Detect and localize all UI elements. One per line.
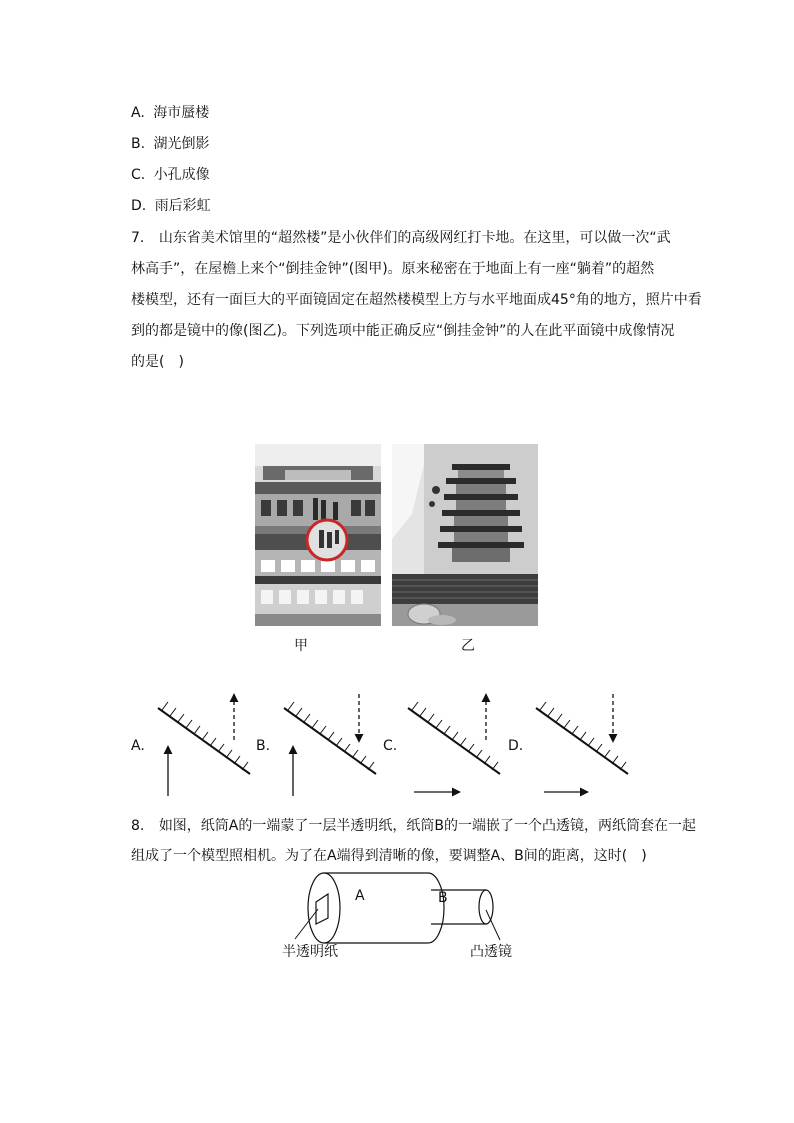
- q7-line-3: 楼模型，还有一面巨大的平面镜固定在超然楼模型上方与水平地面成45°角的地方，照片中看: [131, 292, 702, 308]
- question-number: 7.: [131, 230, 145, 246]
- lens-pointer: [486, 910, 500, 940]
- option-label: D.: [131, 198, 147, 214]
- option-c-diagram: [408, 694, 500, 792]
- option-a-diagram: [158, 694, 250, 796]
- option-label: C.: [131, 167, 146, 183]
- translucent-paper-label: 半透明纸: [282, 944, 338, 960]
- option-d-diagram: [536, 694, 628, 792]
- q7-option-b-label[interactable]: B.: [256, 738, 271, 754]
- q8-line-1: [131, 816, 696, 836]
- q7-line-2: 林高手”，在屋檐上来个“倒挂金钟”(图甲)。原来秘密在于地面上有一座“躺着”的超然: [131, 261, 655, 277]
- option-b-diagram: [284, 694, 376, 796]
- caption-jia: 甲: [294, 638, 308, 654]
- option-label: B.: [131, 136, 146, 152]
- caption-yi: 乙: [461, 638, 475, 654]
- q7-option-d-label[interactable]: D.: [508, 738, 524, 754]
- q6-option-d[interactable]: [131, 196, 211, 216]
- paper-pointer: [295, 909, 318, 939]
- q7-line-4: 到的都是镜中的像(图乙)。下列选项中能正确反应“倒挂金钟”的人在此平面镜中成像情况: [131, 323, 675, 339]
- option-text: 海市蜃楼: [153, 105, 210, 121]
- option-text: 小孔成像: [153, 167, 210, 183]
- q7-line-5: 的是( ): [131, 354, 184, 370]
- option-text: 湖光倒影: [153, 136, 210, 152]
- q8-line-2: 组成了一个模型照相机。为了在A端得到清晰的像，要调整A、B间的距离，这时( ): [131, 848, 647, 864]
- tube-b-label: B: [438, 890, 448, 906]
- q6-option-b[interactable]: [131, 134, 210, 154]
- question-text: 山东省美术馆里的“超然楼”是小伙伴们的高级网红打卡地。在这里，可以做一次“武: [158, 230, 671, 246]
- q6-option-a[interactable]: [131, 103, 209, 123]
- mirror-b: [284, 702, 376, 774]
- convex-lens-label: 凸透镜: [470, 944, 512, 960]
- option-label: A.: [131, 105, 145, 121]
- photo-yi: [392, 444, 538, 626]
- question-number: 8.: [131, 818, 145, 834]
- option-text: 雨后彩虹: [154, 198, 211, 214]
- q7-option-a-label[interactable]: A.: [131, 738, 145, 754]
- q7-line-1: [131, 228, 671, 248]
- photo-jia: [255, 444, 381, 626]
- mirror-d: [536, 702, 628, 774]
- question-text: 如图，纸筒A的一端蒙了一层半透明纸，纸筒B的一端嵌了一个凸透镜，两纸筒套在一起: [158, 818, 696, 834]
- tube-a-label: A: [355, 888, 365, 904]
- mirror-a: [158, 702, 250, 774]
- q7-option-c-label[interactable]: C.: [383, 738, 398, 754]
- q6-option-c[interactable]: [131, 165, 210, 185]
